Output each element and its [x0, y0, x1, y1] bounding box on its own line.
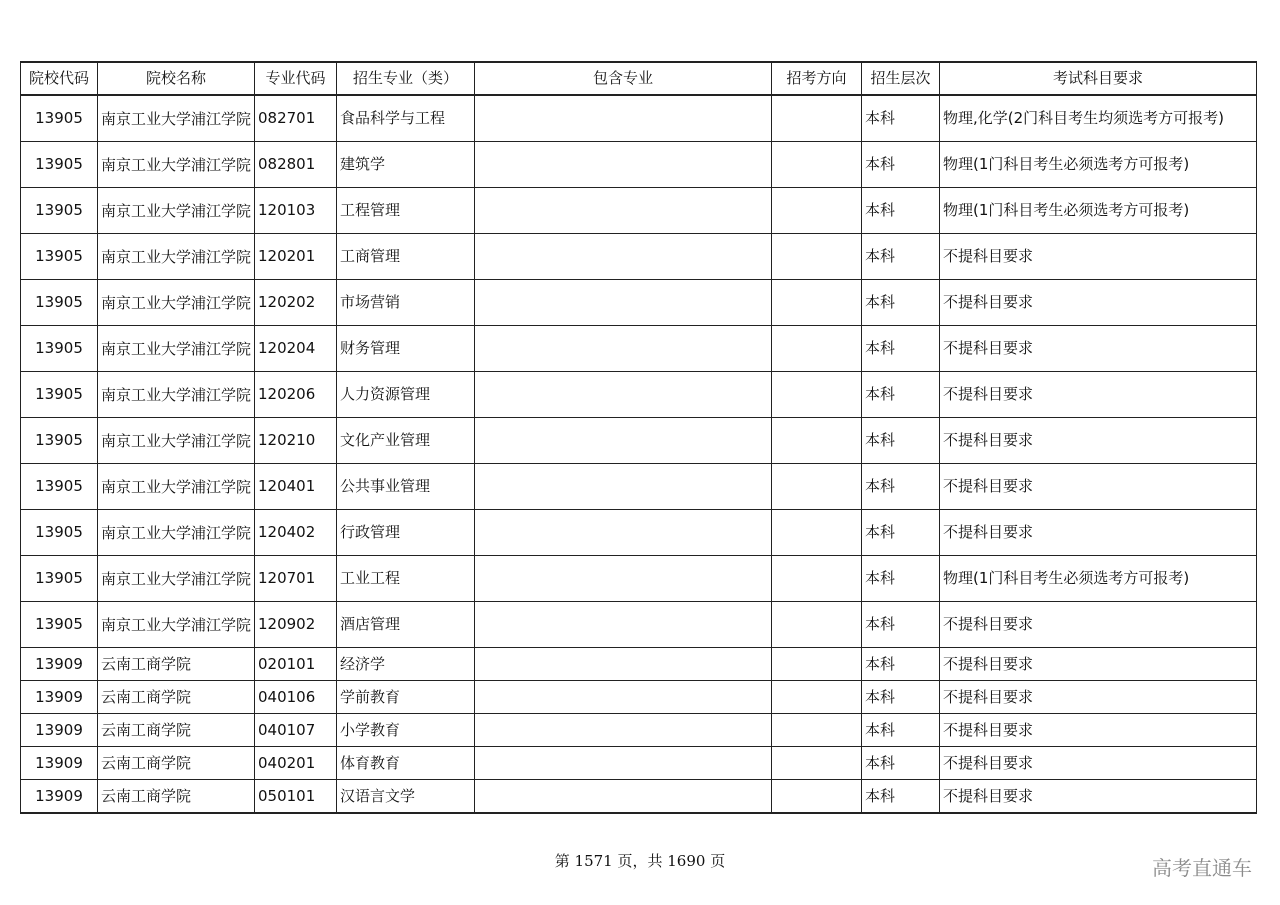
table-row [21, 418, 1257, 464]
cell-school-code: 13905 [21, 510, 98, 556]
cell-school-code: 13905 [21, 234, 98, 280]
cell-major-code: 120202 [255, 280, 337, 326]
cell-major: 小学教育 [337, 714, 475, 747]
cell-school-code: 13905 [21, 142, 98, 188]
cell-major-code: 120401 [255, 464, 337, 510]
cell-subject-requirement: 不提科目要求 [940, 648, 1257, 681]
cell-level: 本科 [862, 95, 940, 142]
cell-major: 行政管理 [337, 510, 475, 556]
cell-major-code: 120210 [255, 418, 337, 464]
cell-included-majors [475, 95, 772, 142]
cell-major: 财务管理 [337, 326, 475, 372]
cell-school-name: 南京工业大学浦江学院 [98, 326, 255, 372]
cell-level: 本科 [862, 188, 940, 234]
major-table [20, 61, 1257, 814]
cell-school-name: 南京工业大学浦江学院 [98, 95, 255, 142]
table-row [21, 681, 1257, 714]
cell-school-name: 南京工业大学浦江学院 [98, 234, 255, 280]
cell-subject-requirement: 不提科目要求 [940, 326, 1257, 372]
cell-direction [772, 188, 862, 234]
cell-school-name: 南京工业大学浦江学院 [98, 280, 255, 326]
cell-school-code: 13909 [21, 747, 98, 780]
cell-school-code: 13909 [21, 780, 98, 814]
cell-school-name: 云南工商学院 [98, 648, 255, 681]
cell-subject-requirement: 不提科目要求 [940, 714, 1257, 747]
cell-level: 本科 [862, 681, 940, 714]
cell-included-majors [475, 418, 772, 464]
cell-major: 经济学 [337, 648, 475, 681]
cell-level: 本科 [862, 780, 940, 814]
page-number: 第 1571 页，共 1690 页 [554, 852, 726, 870]
cell-included-majors [475, 747, 772, 780]
cell-included-majors [475, 280, 772, 326]
cell-major: 酒店管理 [337, 602, 475, 648]
header-direction: 招考方向 [772, 62, 862, 95]
cell-included-majors [475, 681, 772, 714]
cell-major-code: 050101 [255, 780, 337, 814]
cell-direction [772, 780, 862, 814]
cell-major-code: 120201 [255, 234, 337, 280]
cell-direction [772, 747, 862, 780]
cell-subject-requirement: 物理(1门科目考生必须选考方可报考) [940, 142, 1257, 188]
cell-subject-requirement: 不提科目要求 [940, 418, 1257, 464]
watermark: 高考直通车 [1152, 856, 1252, 880]
cell-school-name: 南京工业大学浦江学院 [98, 372, 255, 418]
cell-included-majors [475, 326, 772, 372]
cell-direction [772, 556, 862, 602]
cell-subject-requirement: 不提科目要求 [940, 510, 1257, 556]
cell-major: 建筑学 [337, 142, 475, 188]
cell-subject-requirement: 不提科目要求 [940, 747, 1257, 780]
cell-school-code: 13909 [21, 714, 98, 747]
cell-included-majors [475, 602, 772, 648]
cell-direction [772, 234, 862, 280]
header-major-code: 专业代码 [255, 62, 337, 95]
cell-major: 体育教育 [337, 747, 475, 780]
cell-school-code: 13909 [21, 648, 98, 681]
cell-direction [772, 648, 862, 681]
cell-level: 本科 [862, 510, 940, 556]
cell-level: 本科 [862, 464, 940, 510]
cell-included-majors [475, 510, 772, 556]
cell-major-code: 020101 [255, 648, 337, 681]
cell-school-code: 13905 [21, 188, 98, 234]
cell-direction [772, 280, 862, 326]
cell-included-majors [475, 188, 772, 234]
cell-included-majors [475, 372, 772, 418]
cell-direction [772, 464, 862, 510]
header-school-code: 院校代码 [21, 62, 98, 95]
cell-subject-requirement: 物理(1门科目考生必须选考方可报考) [940, 188, 1257, 234]
cell-subject-requirement: 物理,化学(2门科目考生均须选考方可报考) [940, 95, 1257, 142]
cell-level: 本科 [862, 747, 940, 780]
cell-major-code: 040107 [255, 714, 337, 747]
cell-major-code: 082701 [255, 95, 337, 142]
table-row [21, 234, 1257, 280]
cell-included-majors [475, 780, 772, 814]
cell-major: 人力资源管理 [337, 372, 475, 418]
cell-level: 本科 [862, 556, 940, 602]
cell-major: 工商管理 [337, 234, 475, 280]
cell-school-name: 云南工商学院 [98, 714, 255, 747]
cell-included-majors [475, 556, 772, 602]
header-subject-requirement: 考试科目要求 [940, 62, 1257, 95]
table-header-row [21, 62, 1257, 95]
cell-level: 本科 [862, 418, 940, 464]
cell-direction [772, 326, 862, 372]
table-row [21, 780, 1257, 814]
table-row [21, 326, 1257, 372]
cell-school-code: 13905 [21, 556, 98, 602]
table-row [21, 648, 1257, 681]
table-row [21, 747, 1257, 780]
table-row [21, 95, 1257, 142]
cell-school-code: 13905 [21, 602, 98, 648]
cell-school-code: 13905 [21, 95, 98, 142]
cell-direction [772, 602, 862, 648]
cell-level: 本科 [862, 602, 940, 648]
header-included-majors: 包含专业 [475, 62, 772, 95]
cell-included-majors [475, 234, 772, 280]
cell-school-name: 南京工业大学浦江学院 [98, 188, 255, 234]
cell-major: 工业工程 [337, 556, 475, 602]
cell-direction [772, 372, 862, 418]
cell-school-name: 云南工商学院 [98, 747, 255, 780]
table-row [21, 142, 1257, 188]
cell-school-name: 南京工业大学浦江学院 [98, 418, 255, 464]
header-major: 招生专业（类） [337, 62, 475, 95]
cell-school-code: 13909 [21, 681, 98, 714]
cell-direction [772, 714, 862, 747]
cell-level: 本科 [862, 142, 940, 188]
cell-included-majors [475, 464, 772, 510]
cell-major: 文化产业管理 [337, 418, 475, 464]
cell-subject-requirement: 不提科目要求 [940, 780, 1257, 814]
cell-major-code: 040201 [255, 747, 337, 780]
cell-school-name: 南京工业大学浦江学院 [98, 556, 255, 602]
cell-school-name: 南京工业大学浦江学院 [98, 142, 255, 188]
cell-included-majors [475, 714, 772, 747]
cell-direction [772, 95, 862, 142]
cell-subject-requirement: 不提科目要求 [940, 602, 1257, 648]
cell-major: 汉语言文学 [337, 780, 475, 814]
table-body [21, 95, 1257, 813]
cell-level: 本科 [862, 280, 940, 326]
table-row [21, 510, 1257, 556]
cell-school-name: 南京工业大学浦江学院 [98, 510, 255, 556]
table-row [21, 602, 1257, 648]
cell-major-code: 120103 [255, 188, 337, 234]
cell-subject-requirement: 物理(1门科目考生必须选考方可报考) [940, 556, 1257, 602]
table-row [21, 188, 1257, 234]
cell-major-code: 040106 [255, 681, 337, 714]
cell-major: 工程管理 [337, 188, 475, 234]
cell-direction [772, 142, 862, 188]
cell-school-name: 云南工商学院 [98, 780, 255, 814]
cell-major-code: 120206 [255, 372, 337, 418]
cell-school-code: 13905 [21, 372, 98, 418]
table-row [21, 556, 1257, 602]
cell-major: 学前教育 [337, 681, 475, 714]
cell-direction [772, 681, 862, 714]
table-row [21, 464, 1257, 510]
cell-level: 本科 [862, 234, 940, 280]
cell-subject-requirement: 不提科目要求 [940, 234, 1257, 280]
cell-school-name: 南京工业大学浦江学院 [98, 464, 255, 510]
cell-major-code: 120902 [255, 602, 337, 648]
table-row [21, 714, 1257, 747]
cell-school-name: 云南工商学院 [98, 681, 255, 714]
cell-school-code: 13905 [21, 326, 98, 372]
cell-subject-requirement: 不提科目要求 [940, 280, 1257, 326]
cell-direction [772, 510, 862, 556]
cell-level: 本科 [862, 372, 940, 418]
cell-direction [772, 418, 862, 464]
cell-level: 本科 [862, 714, 940, 747]
cell-major-code: 120701 [255, 556, 337, 602]
cell-level: 本科 [862, 648, 940, 681]
table-row [21, 280, 1257, 326]
cell-major: 食品科学与工程 [337, 95, 475, 142]
cell-level: 本科 [862, 326, 940, 372]
cell-major-code: 120204 [255, 326, 337, 372]
cell-included-majors [475, 142, 772, 188]
cell-subject-requirement: 不提科目要求 [940, 372, 1257, 418]
header-school-name: 院校名称 [98, 62, 255, 95]
cell-major-code: 120402 [255, 510, 337, 556]
cell-subject-requirement: 不提科目要求 [940, 681, 1257, 714]
cell-subject-requirement: 不提科目要求 [940, 464, 1257, 510]
cell-school-code: 13905 [21, 280, 98, 326]
cell-school-name: 南京工业大学浦江学院 [98, 602, 255, 648]
header-level: 招生层次 [862, 62, 940, 95]
cell-included-majors [475, 648, 772, 681]
table-row [21, 372, 1257, 418]
cell-major: 市场营销 [337, 280, 475, 326]
cell-major: 公共事业管理 [337, 464, 475, 510]
cell-school-code: 13905 [21, 464, 98, 510]
cell-school-code: 13905 [21, 418, 98, 464]
cell-major-code: 082801 [255, 142, 337, 188]
